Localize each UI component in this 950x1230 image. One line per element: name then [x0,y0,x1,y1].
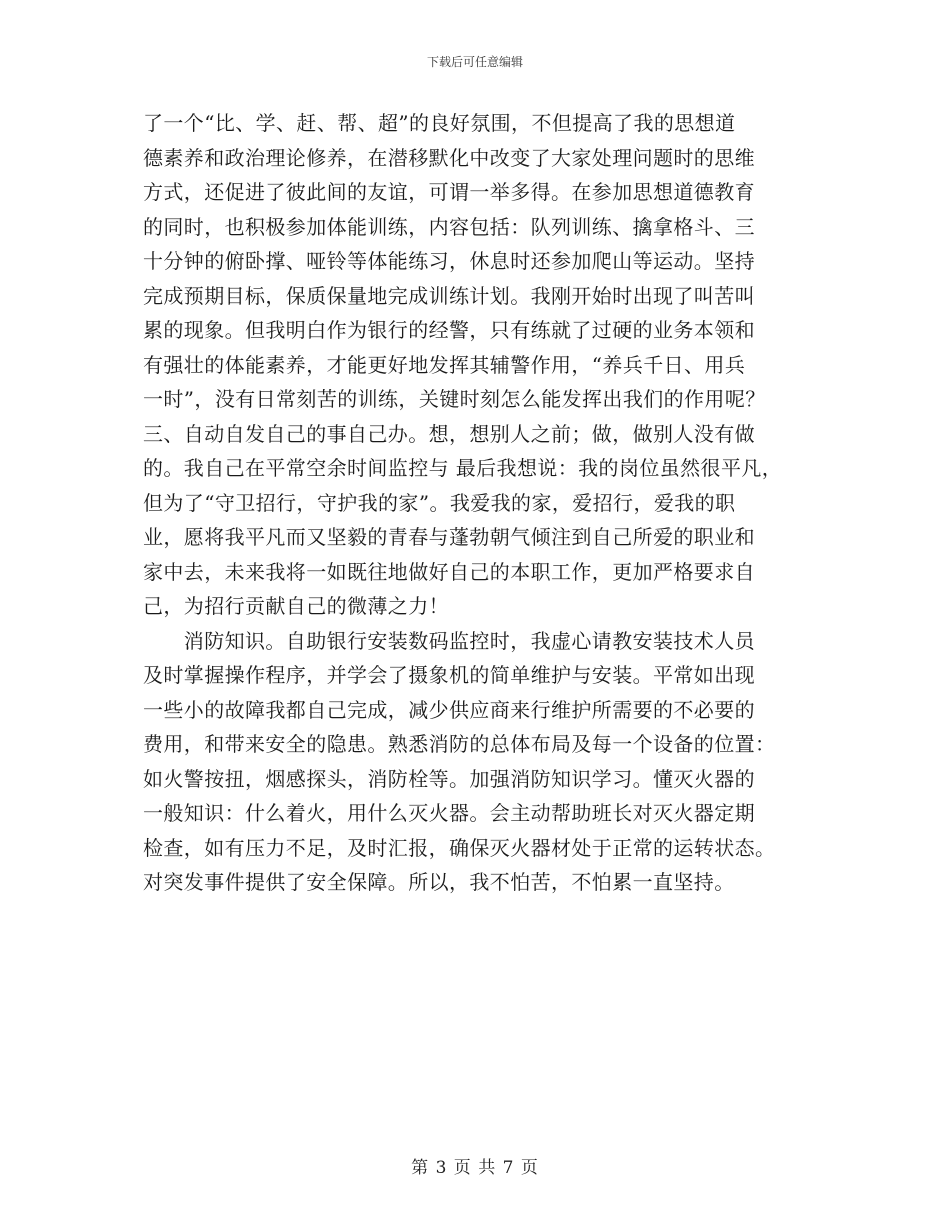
body-line: 的。我自己在平常空余时间监控与 最后我想说：我的岗位虽然很平凡， [143,456,783,480]
body-line: 消防知识。自助银行安装数码监控时，我虚心请教安装技术人员 [143,628,755,653]
body-line: 一时”，没有日常刻苦的训练，关键时刻怎么能发挥出我们的作用呢？ [143,387,766,411]
document-body [143,106,823,900]
page-footer: 第 3 页 共 7 页 [411,1158,539,1178]
body-line: 了一个“比、学、赶、帮、超”的良好氛围，不但提高了我的思想道 [143,111,736,135]
body-line: 有强壮的体能素养，才能更好地发挥其辅警作用，“养兵千日、用兵 [143,352,746,377]
body-line: 三、自动自发自己的事自己办。想，想别人之前；做，做别人没有做 [143,421,755,446]
body-line: 一些小的故障我都自己完成，减少供应商来行维护所需要的不必要的 [143,697,755,722]
body-line: 及时掌握操作程序，并学会了摄象机的简单维护与安装。平常如出现 [143,663,755,687]
body-line: 检查，如有压力不足，及时汇报，确保灭火器材处于正常的运转状态。 [143,835,776,860]
body-line: 但为了“守卫招行，守护我的家”。我爱我的家，爱招行，爱我的职 [143,490,736,515]
body-line: 完成预期目标，保质保量地完成训练计划。我刚开始时出现了叫苦叫 [143,283,755,308]
body-line: 德素养和政治理论修养，在潜移默化中改变了大家处理问题时的思维 [143,145,755,170]
body-line: 累的现象。但我明白作为银行的经警，只有练就了过硬的业务本领和 [143,318,755,342]
body-line: 费用，和带来安全的隐患。熟悉消防的总体布局及每一个设备的位置： [143,732,776,756]
body-line: 一般知识：什么着火，用什么灭火器。会主动帮助班长对灭火器定期 [143,801,755,825]
body-line: 的同时，也积极参加体能训练，内容包括：队列训练、擒拿格斗、三 [143,214,755,239]
body-line: 家中去，未来我将一如既往地做好自己的本职工作，更加严格要求自 [143,559,755,584]
body-line: 业，愿将我平凡而又坚毅的青春与蓬勃朝气倾注到自己所爱的职业和 [143,525,755,549]
body-line: 如火警按扭，烟感探头，消防栓等。加强消防知识学习。懂灭火器的 [143,766,755,791]
body-line: 方式，还促进了彼此间的友谊，可谓一举多得。在参加思想道德教育 [143,180,755,204]
body-line: 对突发事件提供了安全保障。所以，我不怕苦，不怕累一直坚持。 [143,870,735,894]
page-header: 下载后可任意编辑 [426,55,523,69]
body-line: 己，为招行贡献自己的微薄之力！ [143,594,449,618]
body-line: 十分钟的俯卧撑、哑铃等体能练习，休息时还参加爬山等运动。坚持 [143,249,755,273]
